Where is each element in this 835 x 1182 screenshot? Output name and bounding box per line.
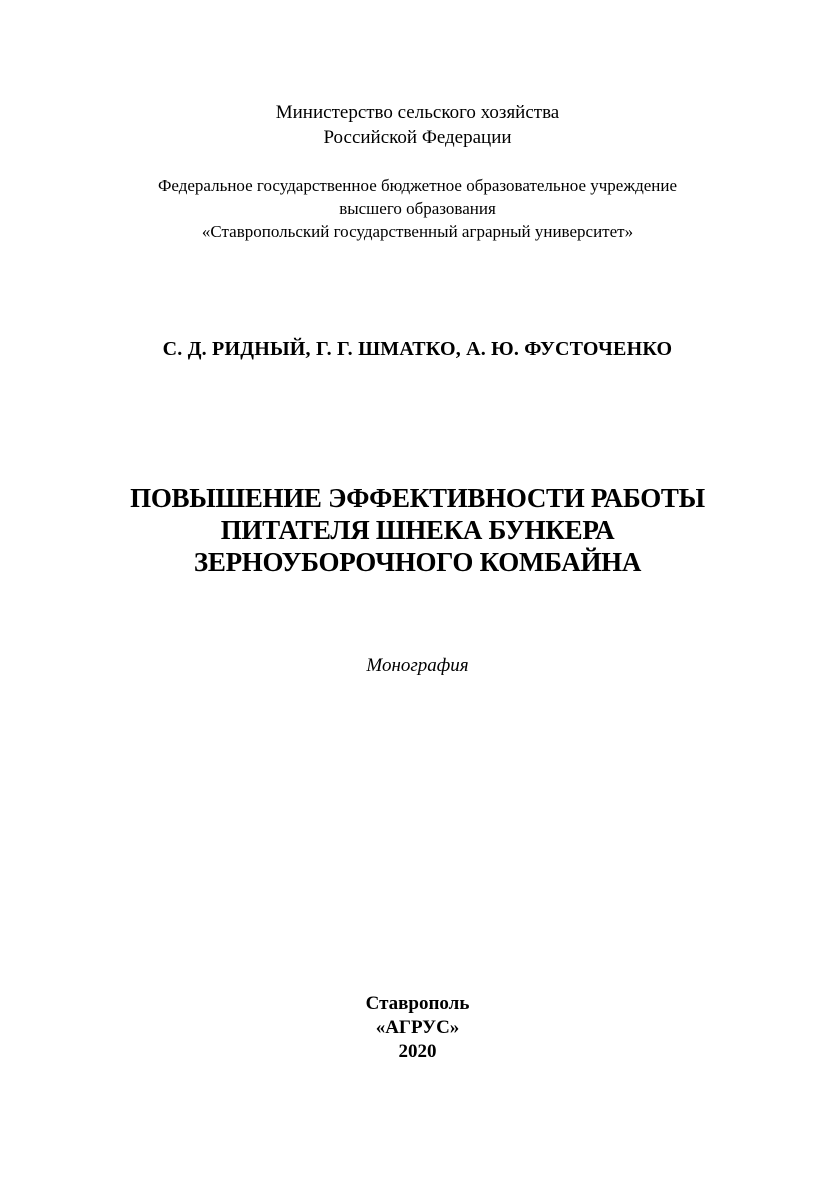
book-title-line-3: ЗЕРНОУБОРОЧНОГО КОМБАЙНА [193, 547, 642, 577]
ministry-name-line-2: Российской Федерации [323, 127, 512, 148]
book-title-line-2: ПИТАТЕЛЯ ШНЕКА БУНКЕРА [220, 515, 615, 545]
imprint-publisher: «АГРУС» [375, 1017, 460, 1038]
imprint-year: 2020 [398, 1041, 437, 1062]
authors: С. Д. РИДНЫЙ, Г. Г. ШМАТКО, А. Ю. ФУСТОЧЕНКО [162, 338, 673, 360]
book-title-line-1: ПОВЫШЕНИЕ ЭФФЕКТИВНОСТИ РАБОТЫ [130, 483, 705, 513]
institution-line-2: высшего образования [339, 199, 496, 218]
imprint-city: Ставрополь [365, 993, 470, 1014]
institution-line-3: «Ставропольский государственный аграрный университет» [201, 222, 634, 241]
institution-line-1: Федеральное государственное бюджетное образовательное учреждение [157, 176, 678, 195]
genre-label: Монография [366, 655, 469, 676]
ministry-name-line-1: Министерство сельского хозяйства [275, 102, 560, 123]
